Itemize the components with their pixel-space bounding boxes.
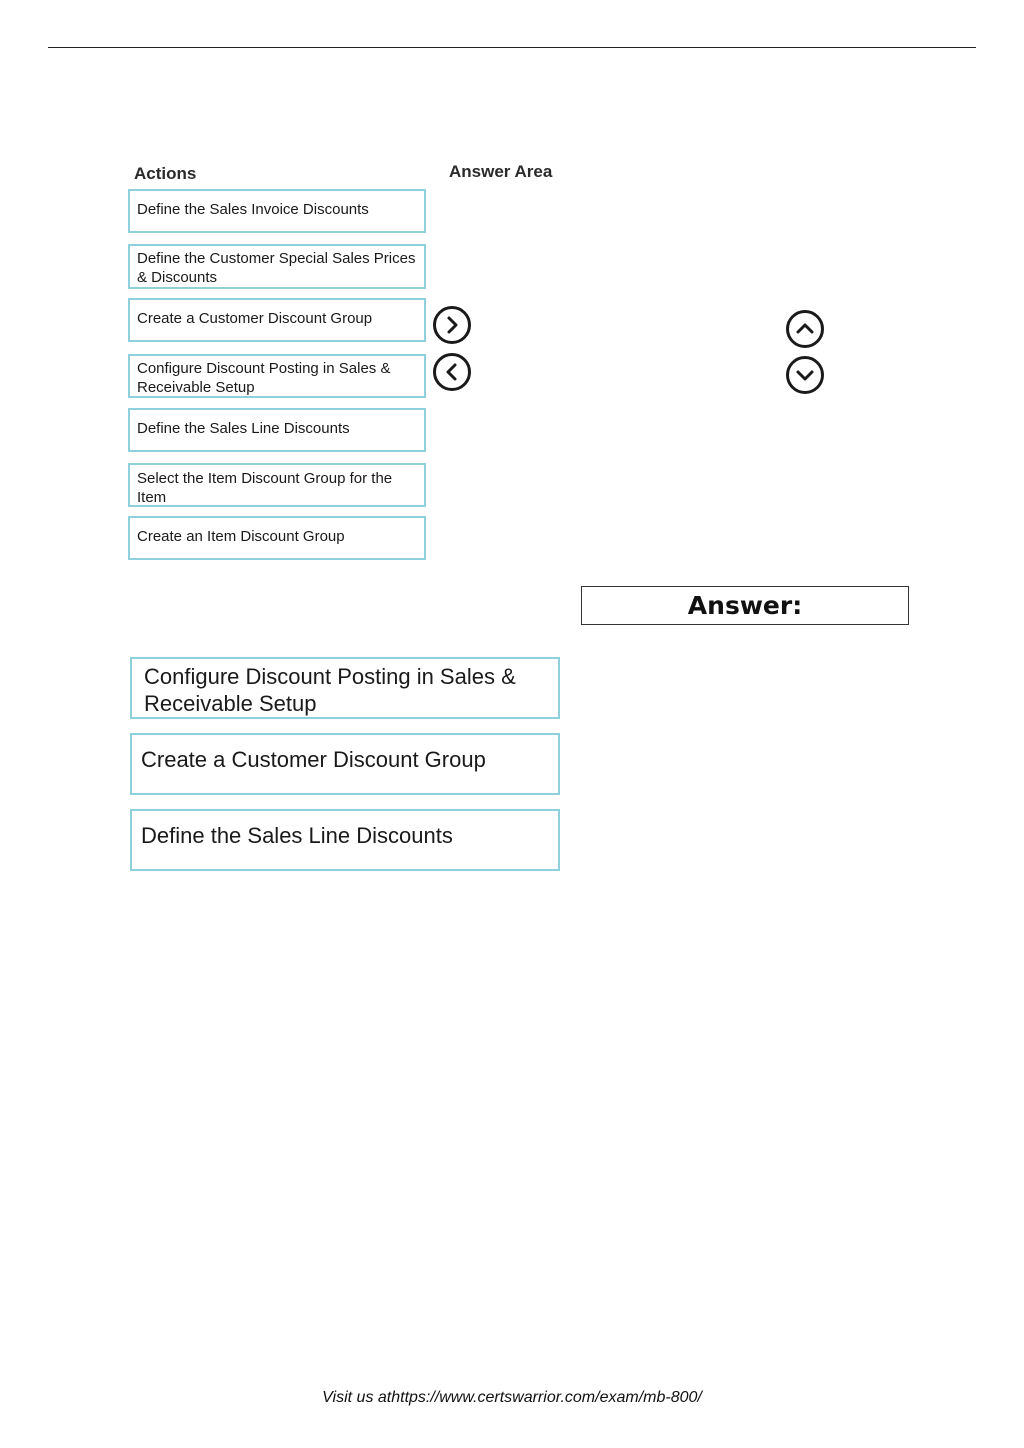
action-item-configure-discount-posting[interactable] bbox=[128, 354, 426, 398]
action-item-label: Define the Customer Special Sales Prices & Discounts bbox=[137, 250, 416, 286]
move-left-button[interactable] bbox=[433, 353, 471, 391]
action-item-label: Define the Sales Invoice Discounts bbox=[137, 201, 369, 218]
footer-link-text: Visit us athttps://www.certswarrior.com/exam/mb-800/ bbox=[322, 1389, 702, 1406]
action-item-label: Create a Customer Discount Group bbox=[137, 310, 373, 327]
action-item-select-item-discount-group[interactable] bbox=[128, 463, 426, 507]
answer-item-define-sales-line-discounts bbox=[130, 809, 560, 871]
action-item-label: Configure Discount Posting in Sales & Receivable Setup bbox=[137, 360, 391, 396]
actions-heading: Actions bbox=[134, 164, 197, 183]
action-item-label: Define the Sales Line Discounts bbox=[137, 420, 350, 437]
move-right-button[interactable] bbox=[433, 306, 471, 344]
chevron-down-icon bbox=[795, 365, 815, 385]
chevron-right-icon bbox=[442, 315, 462, 335]
action-item-label: Select the Item Discount Group for the Item bbox=[137, 470, 393, 506]
answer-item-create-customer-discount-group bbox=[130, 733, 560, 795]
move-up-button[interactable] bbox=[786, 310, 824, 348]
answer-area-heading: Answer Area bbox=[449, 162, 553, 181]
answer-item-configure-discount-posting bbox=[130, 657, 560, 719]
action-item-create-customer-discount-group[interactable] bbox=[128, 298, 426, 342]
action-item-define-sales-line-discounts[interactable] bbox=[128, 408, 426, 452]
answer-item-label: Create a Customer Discount Group bbox=[141, 747, 486, 772]
answer-item-label: Configure Discount Posting in Sales & Receivable Setup bbox=[144, 664, 516, 716]
move-down-button[interactable] bbox=[786, 356, 824, 394]
action-item-define-sales-invoice-discounts[interactable] bbox=[128, 189, 426, 233]
chevron-left-icon bbox=[442, 362, 462, 382]
action-item-create-item-discount-group[interactable] bbox=[128, 516, 426, 560]
action-item-define-customer-special-prices[interactable] bbox=[128, 244, 426, 289]
answer-label: Answer: bbox=[581, 586, 909, 625]
top-divider bbox=[48, 47, 976, 48]
chevron-up-icon bbox=[795, 319, 815, 339]
action-item-label: Create an Item Discount Group bbox=[137, 528, 345, 545]
answer-item-label: Define the Sales Line Discounts bbox=[141, 823, 453, 848]
